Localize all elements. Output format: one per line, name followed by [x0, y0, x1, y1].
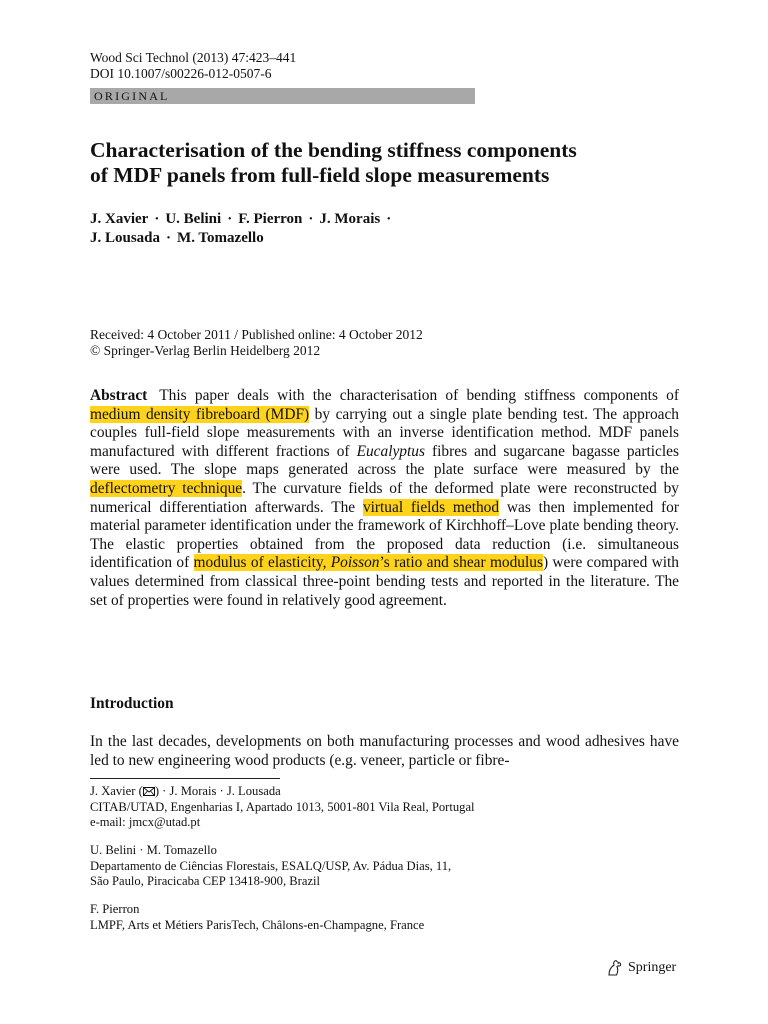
copyright-line: © Springer-Verlag Berlin Heidelberg 2012 — [90, 343, 321, 358]
author-separator: · — [308, 211, 314, 227]
affiliation-email[interactable]: e-mail: jmcx@utad.pt — [90, 815, 201, 829]
affiliation-address: Departamento de Ciências Florestais, ESALQ/USP, Av. Pádua Dias, 11, — [90, 858, 452, 873]
title-line-1: Characterisation of the bending stiffness components — [90, 138, 577, 162]
author-separator: · — [386, 211, 392, 227]
abstract-italic: Eucalyptus — [356, 442, 425, 460]
affiliation-names-text: J. Xavier ( — [90, 784, 143, 798]
author-separator: · — [166, 230, 172, 246]
affiliation-address: CITAB/UTAD, Engenharias I, Apartado 1013, 5001-801 Vila Real, Portugal — [90, 799, 475, 814]
introduction-text: In the last decades, developments on both manufacturing processes and wood adhesives have led to new engineering wood products (e.g. veneer, particle or fibre- — [90, 733, 679, 769]
author-name: J. Lousada — [90, 230, 161, 246]
highlight-part: modulus of elasticity, — [193, 554, 331, 572]
affiliation-names: F. Pierron — [90, 902, 140, 916]
affiliation-block-1 — [90, 784, 475, 831]
title-line-2: of MDF panels from full-field slope measurements — [90, 163, 550, 187]
envelope-icon — [143, 787, 155, 796]
introduction-heading: Introduction — [90, 695, 174, 712]
affiliation-block-2 — [90, 843, 451, 890]
affiliation-address: LMPF, Arts et Métiers ParisTech, Châlons-en-Champagne, France — [90, 917, 425, 932]
author-list — [90, 210, 690, 248]
publisher-name: Springer — [628, 960, 677, 975]
article-type-label: ORIGINAL — [94, 89, 170, 103]
paper-title — [90, 138, 690, 188]
abstract-text: was then implemented for material parameter identification under the framework of Kirchhoff–Love plate bending theory. The elastic properties obtained from the proposed data reduction (i.e. simultaneous identification of — [90, 498, 680, 572]
abstract-text: This paper deals with the characterisation of bending stiffness components of — [159, 387, 679, 404]
footnote-divider — [90, 778, 280, 779]
highlight-mdf[interactable]: medium density fibreboard (MDF) — [90, 405, 310, 423]
publication-dates — [90, 327, 423, 359]
affiliation-names: U. Belini · M. Tomazello — [90, 843, 217, 857]
highlight-virtual-fields[interactable]: virtual fields method — [362, 498, 500, 516]
author-line-1 — [90, 210, 690, 229]
springer-horse-icon — [606, 959, 624, 977]
affiliation-block-3 — [90, 902, 424, 933]
author-name: M. Tomazello — [177, 230, 264, 246]
author-name: U. Belini — [165, 211, 222, 227]
received-published-line: Received: 4 October 2011 / Published online: 4 October 2012 — [90, 327, 423, 342]
journal-line: Wood Sci Technol (2013) 47:423–441 — [90, 50, 297, 65]
author-line-2 — [90, 229, 690, 248]
highlight-part-italic: Poisson — [330, 554, 380, 572]
journal-citation — [90, 50, 296, 82]
abstract-text: . The curvature fields of the deformed plate were reconstructed by numerical differentiation afterwards. The — [90, 479, 679, 516]
abstract-paragraph — [90, 387, 679, 610]
highlight-deflectometry[interactable]: deflectometry technique — [90, 479, 243, 497]
affiliation-names-text: ) · J. Morais · J. Lousada — [154, 784, 281, 798]
author-name: F. Pierron — [238, 211, 303, 227]
abstract-text: fibres and sugarcane bagasse particles were used. The slope maps generated across the plate surface were measured by the — [90, 442, 679, 479]
doi-line: DOI 10.1007/s00226-012-0507-6 — [90, 66, 272, 81]
highlight-part: ’s ratio and shear modulus — [379, 554, 543, 572]
author-separator: · — [227, 211, 233, 227]
abstract-text: ) were compared with values determined from classical three-point bending tests and reported in the literature. The set of properties were found in relatively good agreement. — [90, 554, 679, 609]
author-separator: · — [154, 211, 160, 227]
abstract-text: by carrying out a single plate bending test. The approach couples full-field slope measurements with an inverse identification method. MDF panels manufactured with different fractions of — [90, 405, 679, 460]
abstract-label: Abstract — [90, 387, 148, 404]
highlight-elastic-moduli[interactable] — [194, 554, 543, 571]
author-name: J. Xavier — [90, 211, 149, 227]
affiliation-names — [90, 784, 475, 800]
publisher-logo — [606, 959, 676, 977]
article-type-bar — [90, 88, 475, 104]
affiliation-address: São Paulo, Piracicaba CEP 13418-900, Brazil — [90, 874, 321, 888]
author-name: J. Morais — [319, 211, 381, 227]
